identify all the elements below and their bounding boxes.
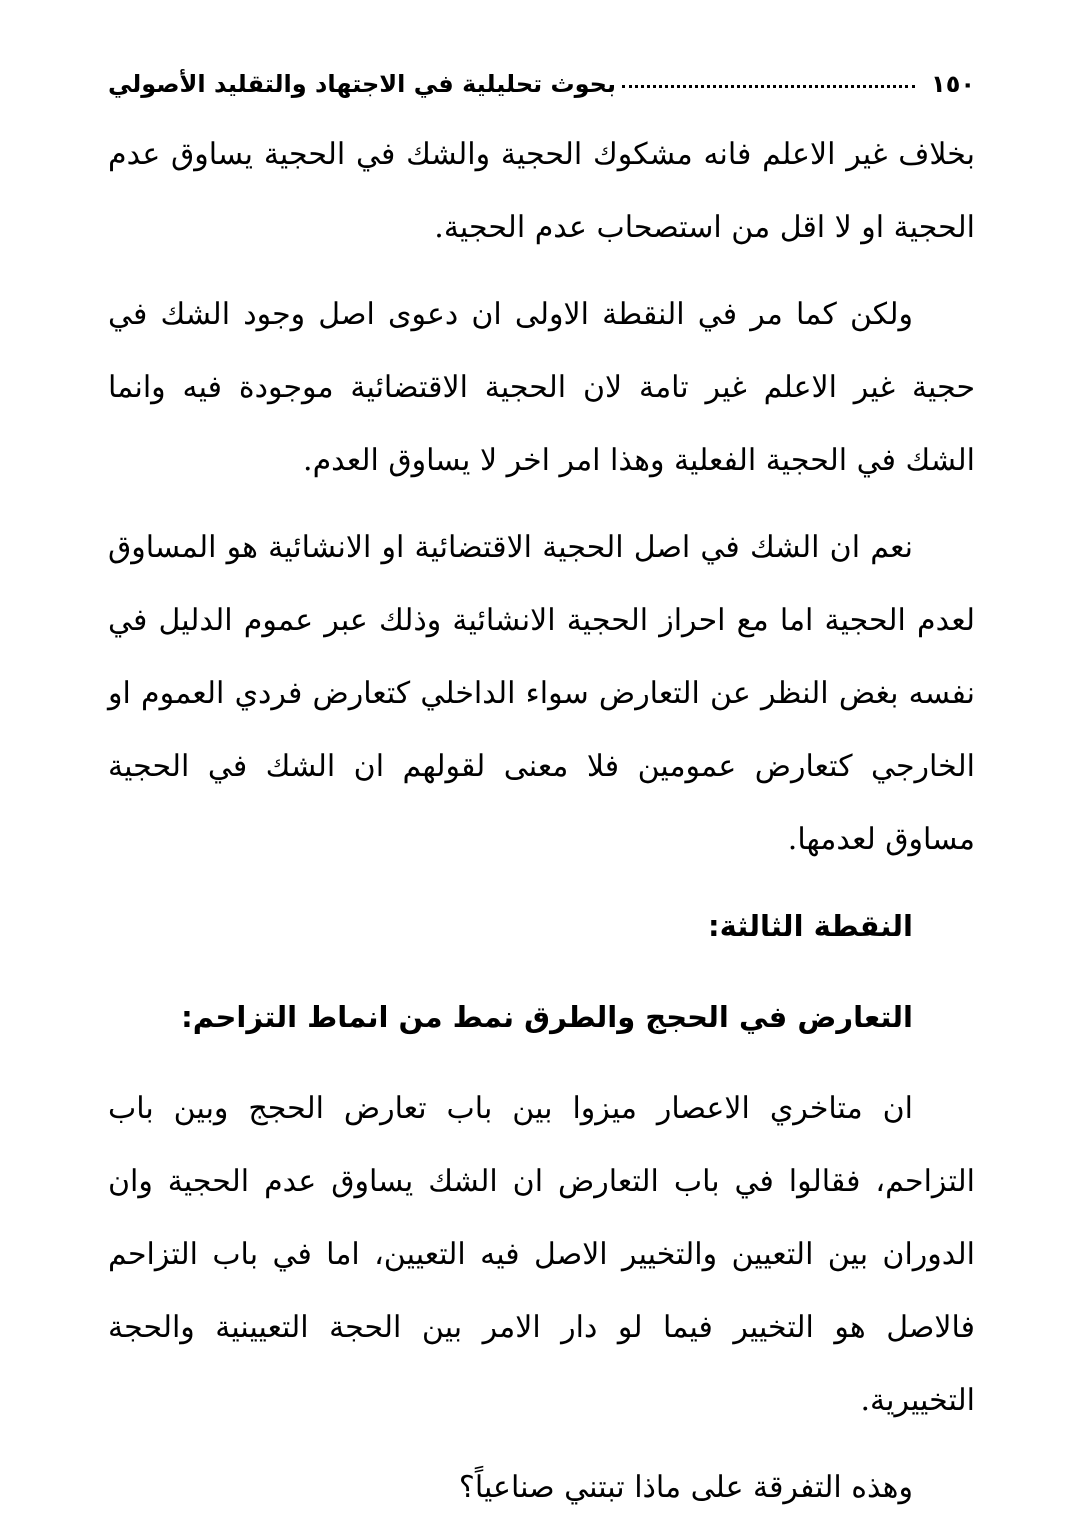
book-title: بحوث تحليلية في الاجتهاد والتقليد الأصولي — [108, 70, 616, 98]
paragraph-continuation: بخلاف غير الاعلم فانه مشكوك الحجية والشك في الحجية يساوق عدم الحجية او لا اقل من استصحاب عدم الحجية. — [108, 137, 975, 245]
subsection-heading: التعارض في الحجج والطرق نمط من انماط التزاحم: — [181, 1000, 913, 1034]
header-leader-dots — [622, 84, 915, 88]
section-heading: النقطة الثالثة: — [708, 909, 913, 943]
page-number: ١٥٠ — [931, 70, 975, 98]
paragraph: ان متاخري الاعصار ميزوا بين باب تعارض الحجج وبين باب التزاحم، فقالوا في باب التعارض ان الشك يساوق عدم الحجية وان الدوران بين التعيين والتخيير الاصل فيه التعيين، اما في باب التزاحم فالاصل هو التخيير فيما لو دار الامر بين الحجة التعيينية والحجة التخييرية. — [108, 1091, 976, 1418]
page-body — [108, 118, 975, 1538]
paragraph: نعم ان الشك في اصل الحجية الاقتضائية او الانشائية هو المساوق لعدم الحجية اما مع احراز الحجية الانشائية وذلك عبر عموم الدليل في نفسه بغض النظر عن التعارض سواء الداخلي كتعارض فردي العموم او الخارجي كتعارض عمومين فلا معنى لقولهم ان الشك في الحجية مساوق لعدمها. — [108, 530, 975, 857]
paragraph: ولكن كما مر في النقطة الاولى ان دعوى اصل وجود الشك في حجية غير الاعلم غير تامة لان الحجية الاقتضائية موجودة فيه وانما الشك في الحجية الفعلية وهذا امر اخر لا يساوق العدم. — [108, 297, 975, 478]
paragraph: وهذه التفرقة على ماذا تبتني صناعياً؟ — [458, 1470, 913, 1505]
running-header — [108, 58, 975, 98]
